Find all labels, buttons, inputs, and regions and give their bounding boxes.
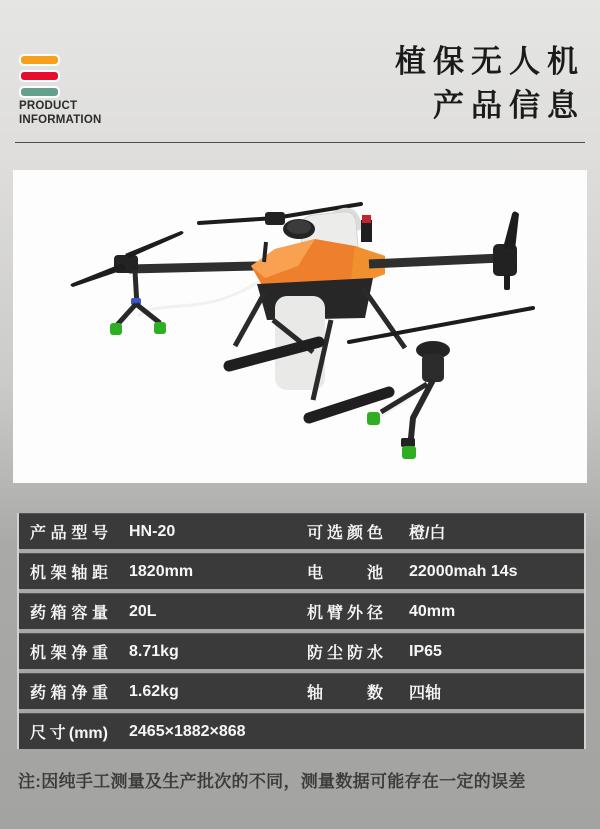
logo-bar-orange-icon — [19, 54, 60, 66]
spec-label: 可选颜色 — [307, 525, 383, 542]
table-row — [19, 513, 584, 549]
table-row — [19, 593, 584, 629]
spec-label: 药箱容量 — [30, 605, 108, 622]
spec-value: 22000mah 14s — [409, 562, 518, 580]
spec-table — [17, 513, 586, 749]
logo-caption-line2: INFORMATION — [19, 113, 102, 126]
measurement-disclaimer: 注:因纯手工测量及生产批次的不同，测量数据可能存在一定的误差 — [18, 772, 526, 791]
product-image-panel — [13, 170, 587, 483]
spec-value: IP65 — [409, 642, 442, 660]
logo-caption-line1: PRODUCT — [19, 100, 78, 112]
table-row — [19, 673, 584, 709]
drone-right-arm — [369, 212, 519, 291]
table-row — [19, 713, 584, 749]
spec-value: 1820mm — [129, 562, 194, 580]
logo-bar-red-icon — [19, 70, 60, 82]
table-row — [19, 553, 584, 589]
spec-value: HN-20 — [129, 522, 176, 540]
table-row — [19, 633, 584, 669]
spec-label: 防尘防水 — [307, 645, 383, 662]
spec-value: 1.62kg — [129, 682, 179, 700]
spec-value: 橙/白 — [409, 525, 446, 542]
brand-logo-icon — [19, 54, 60, 102]
spec-value: 8.71kg — [129, 642, 179, 660]
page-header — [0, 0, 600, 143]
spec-value: 40mm — [409, 602, 456, 620]
spec-label: 机臂外径 — [307, 605, 383, 622]
header-divider — [15, 142, 585, 143]
spec-label: 机架轴距 — [30, 565, 108, 582]
spec-label: 机架净重 — [30, 645, 108, 662]
page-title-line1: 植保无人机 — [395, 44, 585, 79]
drone-product-image — [13, 170, 587, 483]
page-title — [395, 40, 585, 128]
spec-label: 产品型号 — [30, 525, 108, 542]
spec-value: 四轴 — [409, 685, 442, 702]
spec-label: 电池 — [307, 565, 383, 582]
page-title-line2: 产品信息 — [433, 88, 585, 123]
spec-value: 2465×1882×868 — [129, 722, 246, 740]
spec-value: 20L — [129, 602, 157, 620]
logo-bar-teal-icon — [19, 86, 60, 98]
drone-front-propeller — [349, 308, 533, 382]
spec-label: 药箱净重 — [30, 685, 108, 702]
spec-label: 尺寸(mm) — [30, 725, 108, 742]
drone-left-arm — [71, 231, 258, 287]
drone-left-spray-boom — [110, 271, 258, 335]
spec-label: 轴数 — [307, 685, 383, 702]
logo-caption — [19, 100, 101, 127]
